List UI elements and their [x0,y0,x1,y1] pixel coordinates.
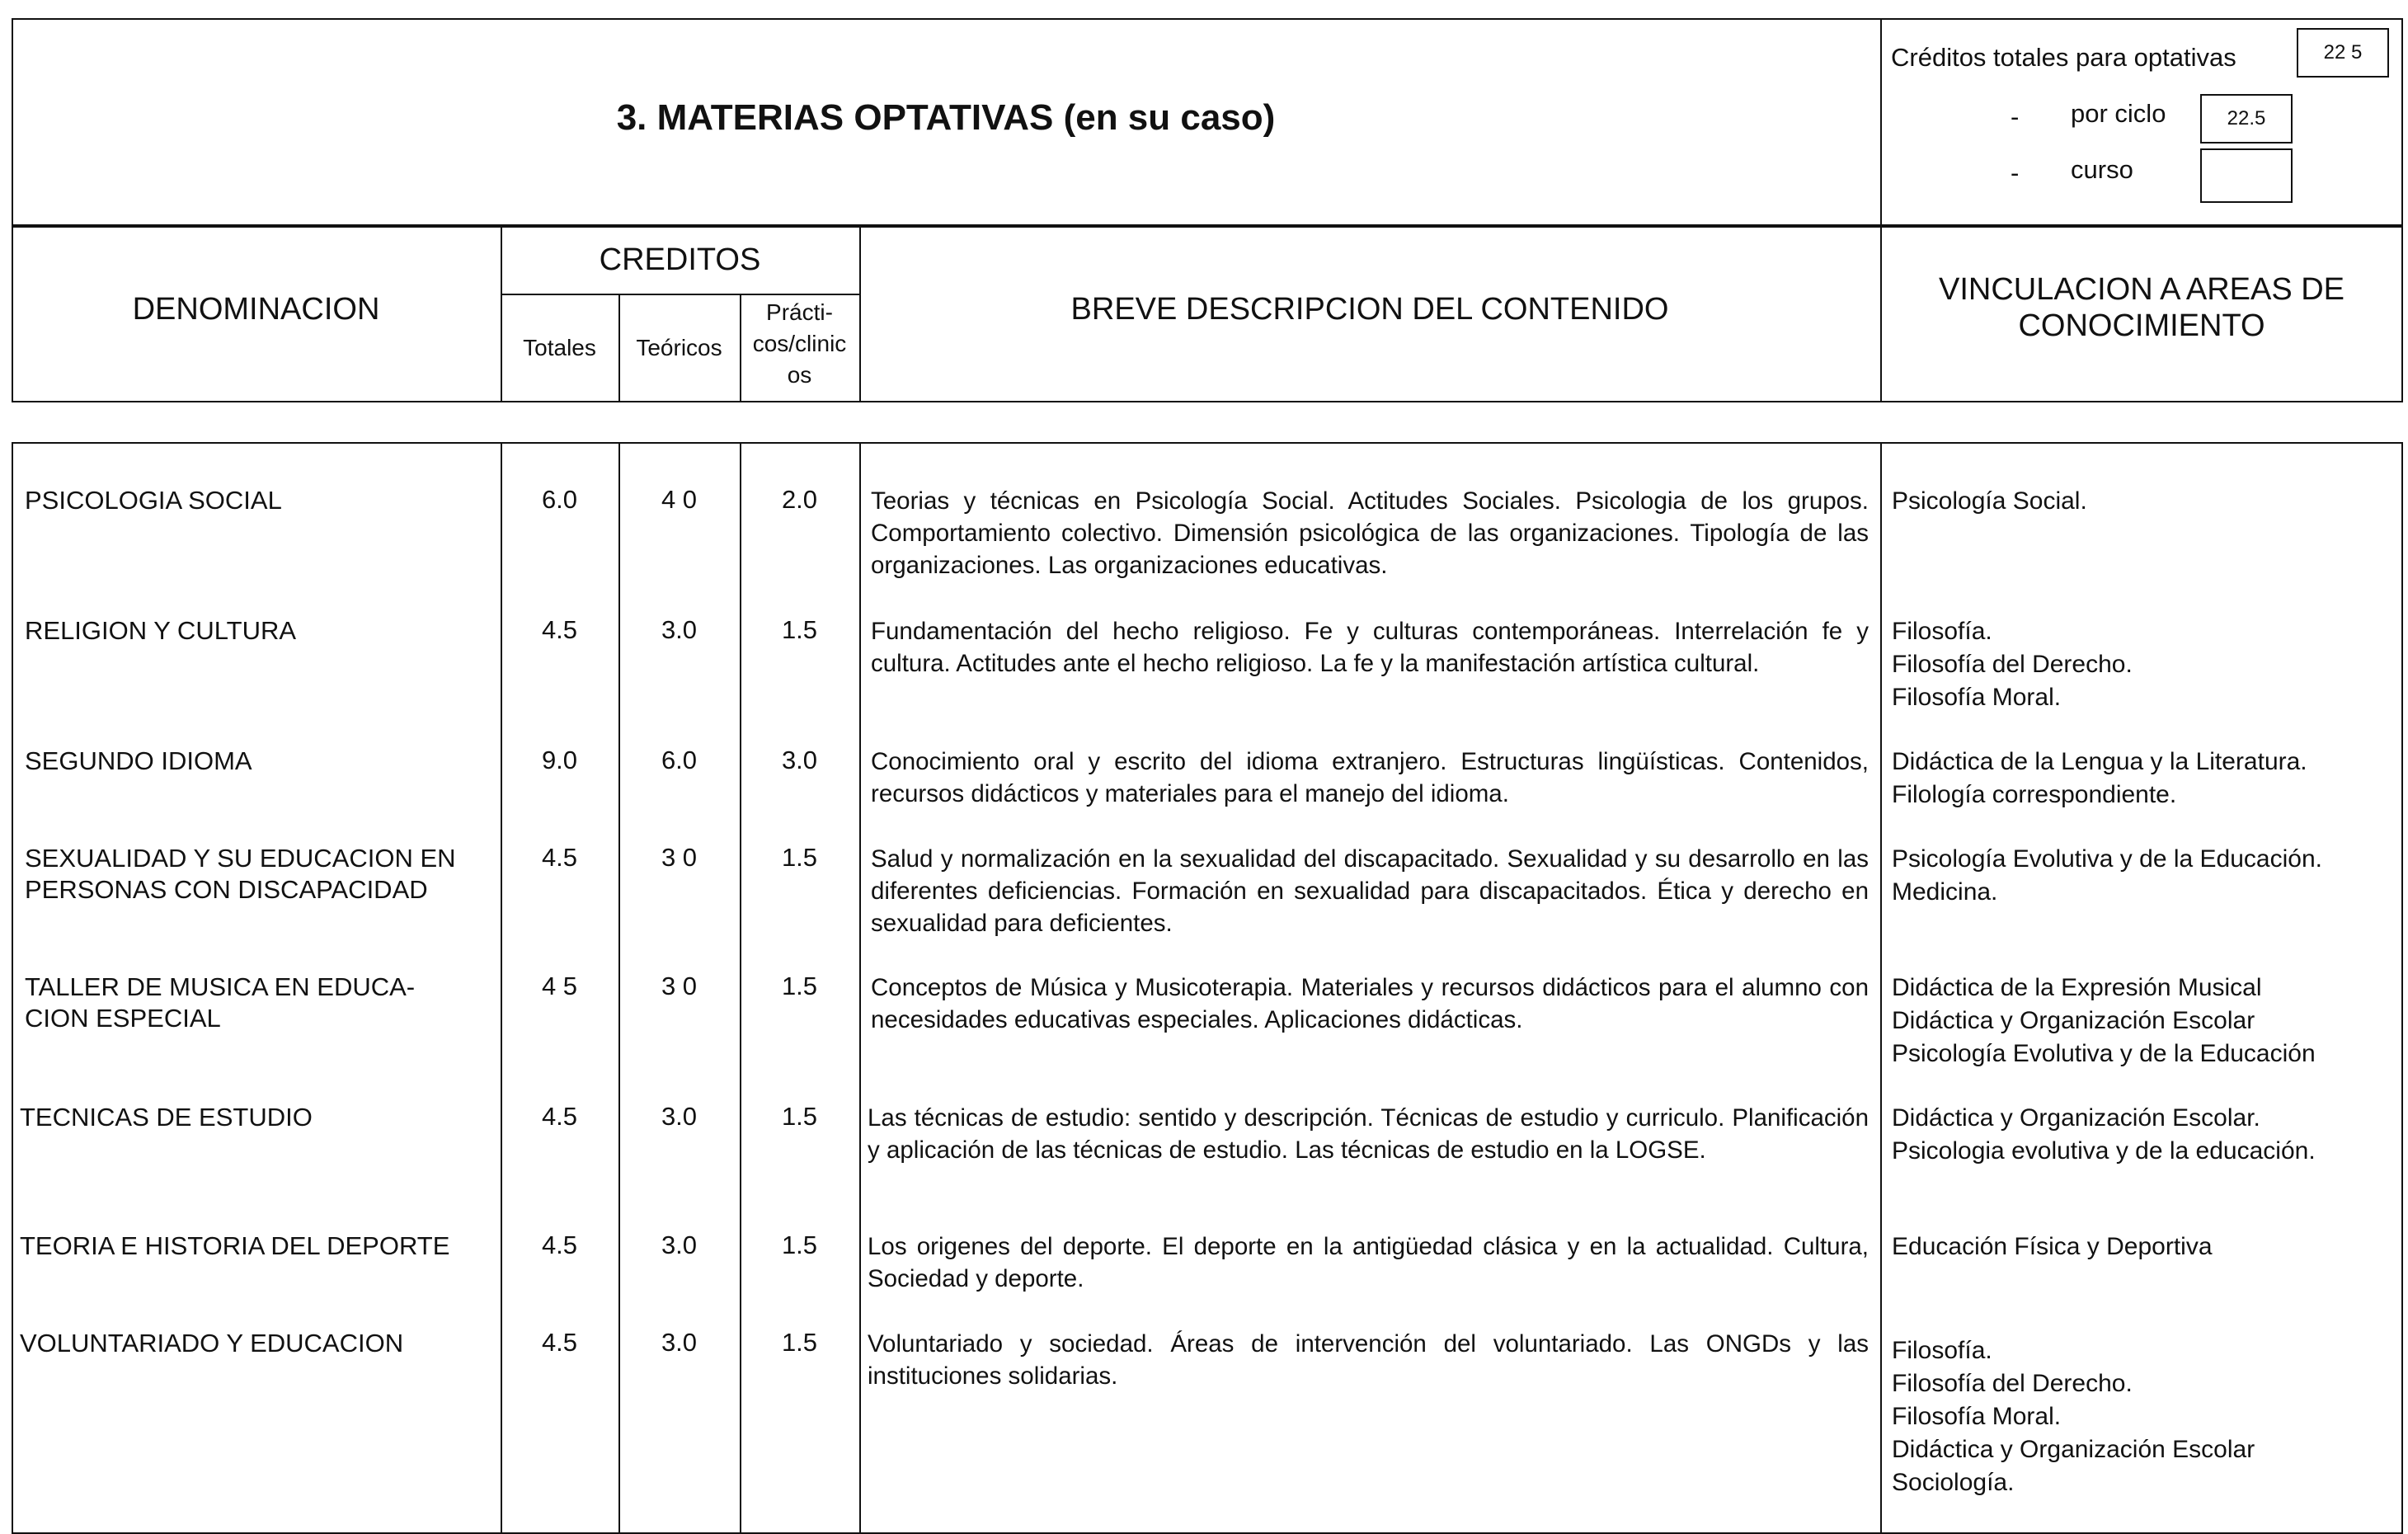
row-areas [1892,1334,2396,1499]
row-name-line: TEORIA E HISTORIA DEL DEPORTE [20,1231,450,1260]
row-totales: 4.5 [541,843,578,872]
row-name [25,746,495,777]
area-item: Educación Física y Deportiva [1892,1233,2213,1260]
header-practicos-line1: Prácti- [766,299,833,325]
row-name [25,843,495,906]
area-item: Didáctica y Organización Escolar [1892,1007,2255,1034]
header-descripcion: BREVE DESCRIPCION DEL CONTENIDO [1070,292,1669,327]
curso-value [2200,148,2293,203]
header-creditos: CREDITOS [599,242,761,277]
area-item: Sociología. [1892,1469,2015,1496]
body-col-5 [1880,442,1882,1534]
row-practicos: 1.5 [781,1328,818,1357]
row-areas [1892,615,2396,714]
row-description: Las técnicas de estudio: sentido y descripción. Técnicas de estudio y curriculo. Planificación y aplicación de las técnicas de estudio. Las técnicas de estudio en la LOGSE. [868,1104,1869,1164]
row-description: Los origenes del deporte. El deporte en la antigüedad clásica y en la actualidad. Cultura, Sociedad y deporte. [868,1233,1869,1292]
row-totales: 4 5 [541,972,578,1000]
row-name [20,1230,495,1262]
row-name [25,972,495,1034]
header-vinculacion [1880,272,2403,344]
area-item: Didáctica y Organización Escolar [1892,1436,2255,1463]
row-teoricos: 3.0 [661,1230,698,1259]
row-name-line: SEGUNDO IDIOMA [25,746,252,775]
area-item: Psicología Social. [1892,487,2087,515]
row-name [20,1328,495,1359]
row-name-line: PSICOLOGIA SOCIAL [25,486,282,515]
area-item: Psicología Evolutiva y de la Educación [1892,1040,2316,1067]
row-description: Salud y normalización en la sexualidad del discapacitado. Sexualidad y su desarrollo en las diferentes deficiencias. Formación en sexualidad para discapacitados. Ética y derecho en sexualidad para deficientes. [871,845,1869,937]
area-item: Filología correspondiente. [1892,781,2177,808]
row-totales: 4.5 [541,1328,578,1357]
row-teoricos: 3.0 [661,615,698,644]
row-totales: 9.0 [541,746,578,774]
row-totales: 4.5 [541,615,578,644]
body-col-4 [859,442,861,1534]
row-description: Fundamentación del hecho religioso. Fe y culturas contemporáneas. Interrelación fe y cultura. Actitudes ante el hecho religioso. La fe y la manifestación artística cultural. [871,618,1869,677]
row-description: Conceptos de Música y Musicoterapia. Materiales y recursos didácticos para el alumno con necesidades educativas especiales. Aplicaciones didácticas. [871,974,1869,1033]
curso-dash: - [2011,158,2020,187]
area-item: Filosofía del Derecho. [1892,1370,2133,1397]
area-item: Psicologia evolutiva y de la educación. [1892,1137,2316,1165]
header-denominacion: DENOMINACION [132,292,380,327]
header-teoricos: Teóricos [636,335,722,360]
row-description: Voluntariado y sociedad. Áreas de intervención del voluntariado. Las ONGDs y las instituciones solidarias. [868,1330,1869,1390]
row-areas [1892,485,2396,518]
row-teoricos: 3 0 [661,972,698,1000]
row-teoricos: 3.0 [661,1102,698,1131]
creditos-totales-value: 22 5 [2297,28,2389,78]
row-totales: 4.5 [541,1230,578,1259]
curso-label: curso [2071,155,2133,184]
por-ciclo-dash: - [2011,102,2020,131]
row-practicos: 1.5 [781,843,818,872]
area-item: Didáctica de la Lengua y la Literatura. [1892,748,2307,775]
header-practicos [740,297,859,391]
row-name [25,615,495,647]
area-item: Filosofía. [1892,1337,1992,1364]
header-vinculacion-line1: VINCULACION A AREAS DE [1938,272,2345,307]
row-areas [1892,843,2396,909]
row-areas [1892,746,2396,812]
row-name-line: TALLER DE MUSICA EN EDUCA- [25,972,416,1001]
por-ciclo-label: por ciclo [2071,99,2166,128]
header-practicos-line3: os [787,362,812,388]
row-totales: 6.0 [541,485,578,514]
row-teoricos: 3 0 [661,843,698,872]
header-vinculacion-line2: CONOCIMIENTO [2018,308,2265,343]
row-teoricos: 6.0 [661,746,698,774]
row-name-line: RELIGION Y CULTURA [25,616,297,645]
header-practicos-line2: cos/clinic [752,331,847,356]
row-practicos: 1.5 [781,1230,818,1259]
creditos-underline [501,294,859,295]
row-name [20,1102,495,1133]
header-divider [1880,18,1882,226]
row-name-line: VOLUNTARIADO Y EDUCACION [20,1329,404,1358]
area-item: Filosofía Moral. [1892,684,2062,711]
por-ciclo-value: 22.5 [2200,94,2293,144]
row-name-line: CION ESPECIAL [25,1004,221,1033]
row-name-line: PERSONAS CON DISCAPACIDAD [25,875,428,904]
row-teoricos: 4 0 [661,485,698,514]
row-name [25,485,495,516]
row-teoricos: 3.0 [661,1328,698,1357]
area-item: Didáctica y Organización Escolar. [1892,1104,2260,1132]
area-item: Medicina. [1892,878,1998,906]
row-totales: 4.5 [541,1102,578,1131]
area-item: Filosofía. [1892,618,1992,645]
row-name-line: SEXUALIDAD Y SU EDUCACION EN [25,844,456,873]
row-practicos: 1.5 [781,1102,818,1131]
area-item: Filosofía Moral. [1892,1403,2062,1430]
area-item: Filosofía del Derecho. [1892,651,2133,678]
row-description: Conocimiento oral y escrito del idioma extranjero. Estructuras lingüísticas. Contenidos, recursos didácticos y materiales para el manejo del idioma. [871,748,1869,807]
row-areas [1892,972,2396,1071]
row-practicos: 1.5 [781,615,818,644]
row-areas [1892,1230,2396,1263]
header-totales: Totales [523,335,596,360]
row-areas [1892,1102,2396,1168]
row-practicos: 1.5 [781,972,818,1000]
row-practicos: 3.0 [781,746,818,774]
creditos-totales-label: Créditos totales para optativas [1891,43,2236,72]
page-title: 3. MATERIAS OPTATIVAS (en su caso) [616,97,1276,138]
area-item: Psicología Evolutiva y de la Educación. [1892,845,2322,873]
area-item: Didáctica de la Expresión Musical [1892,974,2262,1001]
row-description: Teorias y técnicas en Psicología Social. Actitudes Sociales. Psicologia de los grupos. Comportamiento colectivo. Dimensión psicológica de las organizaciones. Tipología de las organizaciones. Las organizaciones educativas. [871,487,1869,579]
row-name-line: TECNICAS DE ESTUDIO [20,1103,313,1132]
row-practicos: 2.0 [781,485,818,514]
